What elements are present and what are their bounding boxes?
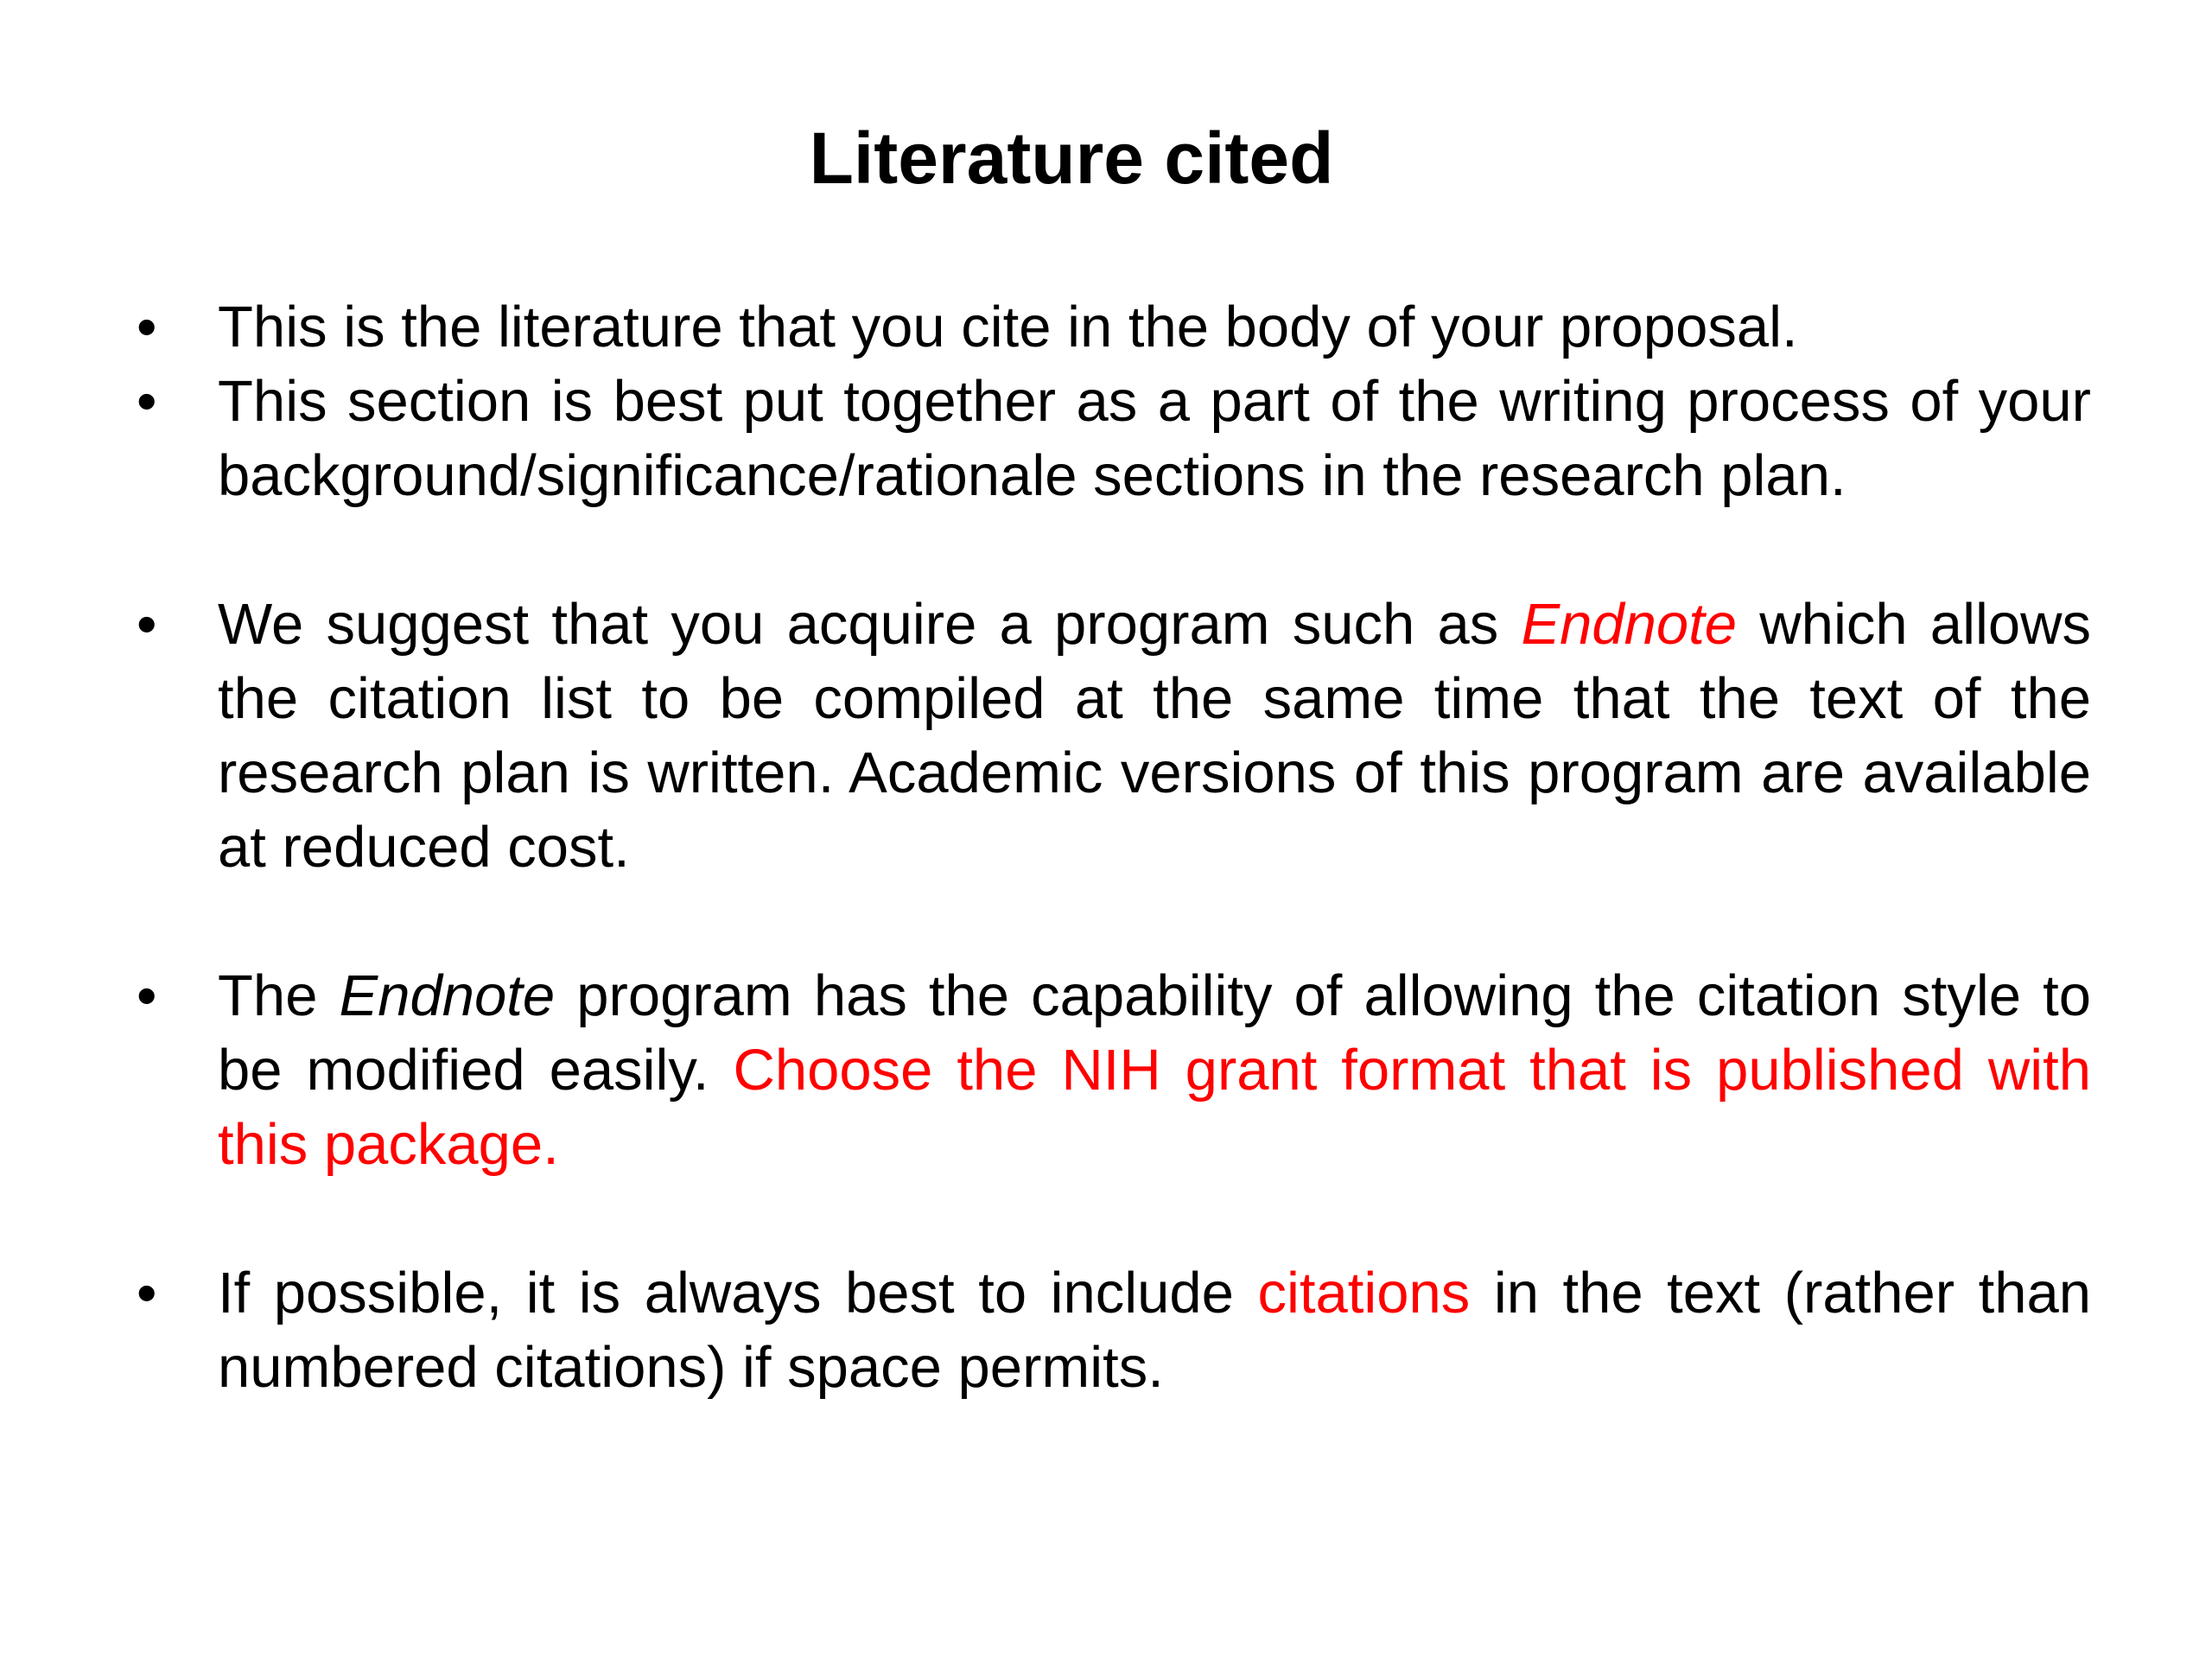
citations-highlight: citations — [1257, 1261, 1471, 1325]
bullet-text: This section is best put together as a part of the writing process of your background/significance/rationale sections in the research plan. — [218, 369, 2091, 508]
bullet-icon: • — [137, 963, 157, 1028]
bullet-text-start: If possible, it is always best to include — [218, 1261, 1258, 1325]
bullet-text-start: The — [218, 963, 340, 1028]
bullet-icon: • — [137, 295, 157, 359]
bullet-icon: • — [137, 1261, 157, 1325]
slide-title: Literature cited — [809, 118, 1334, 199]
endnote-highlight: Endnote — [1521, 592, 1738, 657]
bullet-text: This is the literature that you cite in the body of your proposal. — [218, 295, 1798, 359]
bullet-item-3 — [130, 588, 2091, 885]
bullet-text-start: We suggest that you acquire a program such as — [218, 592, 1522, 657]
bullet-text-end: in the text (rather than numbered citations) if space permits. — [218, 1261, 2091, 1400]
bullet-list — [130, 290, 2091, 1405]
bullet-text-middle: program has the capability of allowing the citation style to be modified easily. — [218, 963, 2091, 1103]
endnote-italic: Endnote — [339, 963, 556, 1028]
bullet-item-4 — [130, 959, 2091, 1182]
bullet-item-5 — [130, 1256, 2091, 1405]
bullet-icon: • — [137, 592, 157, 657]
bullet-icon: • — [137, 369, 157, 434]
nih-format-highlight: Choose the NIH grant format that is published with this package. — [218, 1038, 2091, 1177]
bullet-item-1 — [130, 290, 2091, 365]
bullet-text-end: which allows the citation list to be compiled at the same time that the text of the research plan is written. Academic versions of this program are available at reduced cost. — [218, 592, 2091, 880]
bullet-item-2 — [130, 365, 2091, 513]
